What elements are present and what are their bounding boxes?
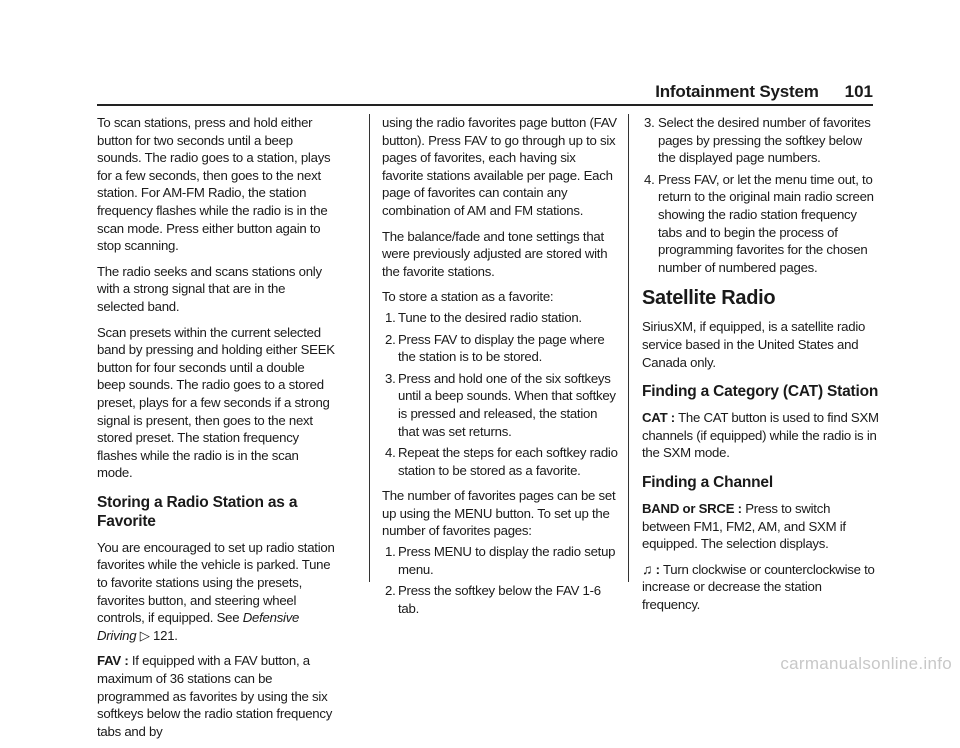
step-text: Press and hold one of the six softkeys until a beep sounds. When that softkey is pressed and released, the station that was set returns. <box>398 370 616 439</box>
paragraph <box>642 500 880 553</box>
paragraph-text: The CAT button is used to find SXM channels (if equipped) while the radio is in the SXM mode. <box>642 410 879 461</box>
section-heading: Finding a Channel <box>642 473 773 491</box>
list-item <box>382 444 620 479</box>
page-number: 101 <box>844 82 873 101</box>
step-number: 4. <box>644 171 655 187</box>
column-divider <box>369 114 370 582</box>
list-item <box>642 171 880 277</box>
list-item <box>382 543 620 578</box>
paragraph <box>97 652 335 740</box>
paragraph-text: If equipped with a FAV button, a maximum of 36 stations can be programmed as favorites by using the six softkeys below the radio station frequency tabs and by <box>97 653 333 739</box>
paragraph <box>642 561 880 614</box>
step-number: 2. <box>385 583 396 599</box>
menu-steps-list <box>382 543 620 617</box>
step-number: 1. <box>385 309 396 325</box>
band-term: BAND or SRCE : <box>642 500 742 516</box>
column-2 <box>382 114 620 625</box>
page-header <box>640 82 873 102</box>
paragraph-with-reference <box>97 539 335 645</box>
column-3 <box>642 114 880 621</box>
step-number: 3. <box>385 370 396 386</box>
paragraph: SiriusXM, if equipped, is a satellite radio service based in the United States and Canada only. <box>642 319 866 370</box>
column-divider <box>628 114 629 582</box>
fav-term: FAV : <box>97 653 129 669</box>
step-text: Press the softkey below the FAV 1-6 tab. <box>398 583 601 616</box>
step-text: Repeat the steps for each softkey radio station to be stored as a favorite. <box>398 445 618 478</box>
paragraph: using the radio favorites page button (FAV button). Press FAV to go through up to six pages of favorites, each having six favorite stations available per page. Each page of favorites can contain any combination of AM and FM stations. <box>382 115 617 218</box>
section-heading-main: Satellite Radio <box>642 287 776 310</box>
header-divider <box>97 104 873 106</box>
paragraph-text: You are encouraged to set up radio station favorites while the vehicle is parked. Tune to favorite stations using the presets, favorites button, and steering wheel controls, if equipped. See <box>97 539 335 626</box>
paragraph: The balance/fade and tone settings that were previously adjusted are stored with the favorite stations. <box>382 228 608 279</box>
paragraph-text: Turn clockwise or counterclockwise to increase or decrease the station frequency. <box>642 561 875 612</box>
favorite-steps-list <box>382 309 620 479</box>
tune-term: : <box>652 561 660 577</box>
reference-page: 121. <box>149 627 178 643</box>
paragraph <box>642 409 880 462</box>
step-text: Press MENU to display the radio setup menu. <box>398 544 616 577</box>
list-item <box>382 331 620 366</box>
step-text: Press FAV to display the page where the station is to be stored. <box>398 331 605 365</box>
step-number: 3. <box>644 115 655 130</box>
paragraph: To store a station as a favorite: <box>382 289 554 305</box>
step-text: Press FAV, or let the menu time out, to return to the original main radio screen showing the radio station frequency tabs and to begin the process of programming favorites for the chosen number of numbered pages. <box>658 171 874 275</box>
paragraph: The number of favorites pages can be set up using the MENU button. To set up the number of favorites pages: <box>382 488 616 539</box>
step-number: 4. <box>385 445 396 461</box>
step-number: 1. <box>385 544 396 560</box>
step-number: 2. <box>385 331 396 347</box>
music-note-icon: ♫ <box>642 560 653 577</box>
list-item <box>382 582 620 617</box>
menu-steps-list-continued <box>642 114 880 276</box>
list-item <box>642 114 880 167</box>
section-heading: Finding a Category (CAT) Station <box>642 383 879 401</box>
watermark: carmanualsonline.info <box>780 654 952 673</box>
paragraph: The radio seeks and scans stations only with a strong signal that are in the selected band. <box>97 263 322 314</box>
column-1 <box>97 114 335 748</box>
step-text: Tune to the desired radio station. <box>398 309 582 325</box>
list-item <box>382 370 620 440</box>
paragraph: To scan stations, press and hold either button for two seconds until a beep sounds. The radio goes to a station, plays for a few seconds, then goes to the next station. For AM-FM Radio, the station frequency flashes while the radio is in the scan mode. Press either button again to stop scanning. <box>97 115 331 254</box>
section-title: Infotainment System <box>655 82 819 101</box>
page-reference-arrow-icon: ▷ <box>139 627 150 643</box>
section-heading: Storing a Radio Station as a Favorite <box>97 493 298 530</box>
step-text: Select the desired number of favorites pages by pressing the softkey below the displayed page numbers. <box>658 115 871 166</box>
paragraph-text: Press to switch between FM1, FM2, AM, and SXM if equipped. The selection displays. <box>642 500 846 552</box>
paragraph: Scan presets within the current selected band by pressing and holding either SEEK button for four seconds until a double beep sounds. The radio goes to a stored preset, plays for a few seconds if a strong signal is present, then goes to the next stored preset. The station frequency flashes while the radio is in the scan mode. <box>97 324 335 481</box>
cross-reference-link[interactable]: Defensive Driving <box>97 610 300 643</box>
cat-term: CAT : <box>642 410 675 426</box>
list-item <box>382 309 620 327</box>
